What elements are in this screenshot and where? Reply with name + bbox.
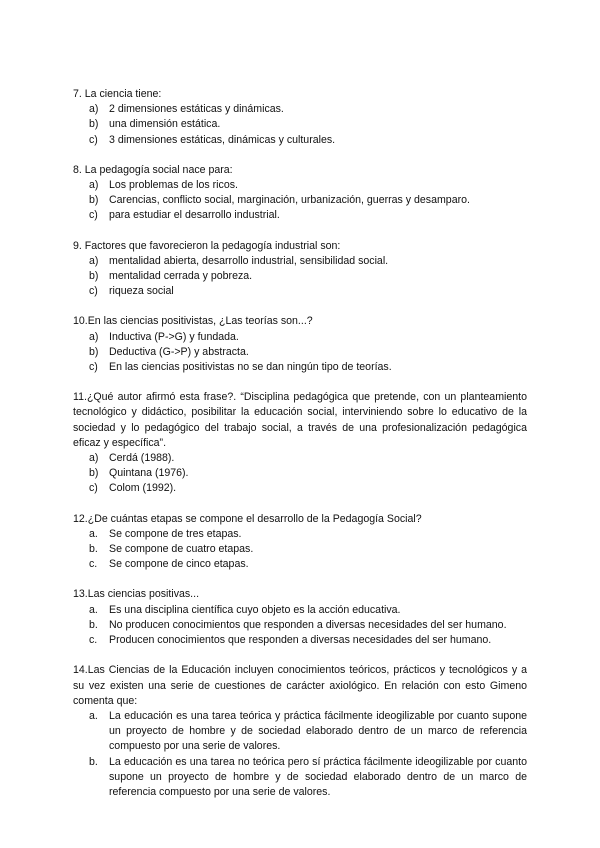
option-item (73, 117, 527, 132)
option-marker: a) (89, 103, 99, 116)
option-item (73, 527, 527, 542)
option-text: Deductiva (G->P) y abstracta. (109, 345, 249, 358)
option-text: una dimensión estática. (109, 118, 221, 131)
option-item (73, 557, 527, 572)
option-text: riqueza social (109, 285, 174, 298)
option-marker: b. (89, 755, 98, 768)
document-page (73, 87, 527, 815)
option-marker: b) (89, 467, 99, 480)
option-marker: c. (89, 558, 98, 571)
question-12 (73, 512, 527, 573)
option-marker: a. (89, 709, 98, 722)
option-text: 2 dimensiones estáticas y dinámicas. (109, 103, 284, 116)
option-text: mentalidad abierta, desarrollo industrial, sensibilidad social. (109, 254, 389, 267)
option-text: Carencias, conflicto social, marginación, urbanización, guerras y desamparo. (109, 194, 470, 207)
question-text: 7. La ciencia tiene: (73, 88, 162, 100)
option-item (73, 618, 527, 633)
option-item (73, 542, 527, 557)
option-list (73, 330, 527, 376)
option-item (73, 466, 527, 481)
option-list (73, 178, 527, 224)
option-item (73, 208, 527, 223)
option-list (73, 527, 527, 573)
option-text: mentalidad cerrada y pobreza. (109, 270, 253, 283)
option-text: Se compone de tres etapas. (109, 527, 242, 540)
option-text: Los problemas de los ricos. (109, 179, 238, 192)
option-list (73, 102, 527, 148)
option-marker: a) (89, 330, 99, 343)
option-list (73, 709, 527, 800)
option-text: Se compone de cuatro etapas. (109, 543, 254, 556)
option-text: Quintana (1976). (109, 467, 189, 480)
option-item (73, 133, 527, 148)
option-text: Cerdá (1988). (109, 452, 175, 465)
option-list (73, 254, 527, 300)
option-text: para estudiar el desarrollo industrial. (109, 209, 280, 222)
question-text: 13.Las ciencias positivas... (73, 588, 200, 601)
option-item (73, 269, 527, 284)
option-marker: c) (89, 482, 98, 495)
option-marker: a) (89, 254, 99, 267)
question-text: 8. La pedagogía social nace para: (73, 163, 233, 176)
option-text: Inductiva (P->G) y fundada. (109, 330, 239, 343)
question-text: 10.En las ciencias positivistas, ¿Las teorías son...? (73, 315, 313, 328)
question-11 (73, 390, 527, 496)
question-text: 9. Factores que favorecieron la pedagogía industrial son: (73, 239, 341, 252)
option-marker: a) (89, 179, 99, 192)
option-item (73, 193, 527, 208)
question-13 (73, 587, 527, 648)
option-text: La educación es una tarea no teórica pero sí práctica fácilmente ideogilizable por cuanto supone un proyecto de hombre y de sociedad elaborado dentro de un marco de referencia compuesto por una serie de valores. (109, 755, 527, 798)
option-marker: b) (89, 194, 99, 207)
option-list (73, 603, 527, 649)
option-marker: b) (89, 118, 99, 131)
question-7 (73, 87, 527, 148)
option-marker: c) (89, 285, 98, 298)
question-9 (73, 239, 527, 300)
option-marker: b) (89, 270, 99, 283)
option-text: Producen conocimientos que responden a diversas necesidades del ser humano. (109, 634, 492, 647)
option-list (73, 451, 527, 497)
option-marker: c) (89, 361, 98, 374)
question-8 (73, 163, 527, 224)
question-text: 12.¿De cuántas etapas se compone el desarrollo de la Pedagogía Social? (73, 512, 422, 525)
option-marker: b) (89, 345, 99, 358)
option-item (73, 102, 527, 117)
option-item (73, 755, 527, 801)
option-marker: a) (89, 452, 99, 465)
option-marker: b. (89, 543, 98, 556)
option-text: Colom (1992). (109, 482, 177, 495)
option-item (73, 603, 527, 618)
option-item (73, 254, 527, 269)
option-text: En las ciencias positivistas no se dan ningún tipo de teorías. (109, 361, 392, 374)
question-text: 11.¿Qué autor afirmó esta frase?. “Disciplina pedagógica que pretende, con un planteamiento tecnológico y didáctico, posibilitar la educación social, interviniendo sobre lo educativo de la sociedad y lo pedagógico del trabajo social, a través de una profesionalización pedagógica eficaz y específica”. (73, 391, 527, 449)
question-14 (73, 663, 527, 800)
option-marker: c) (89, 133, 98, 146)
option-item (73, 345, 527, 360)
option-text: Es una disciplina científica cuyo objeto es la acción educativa. (109, 603, 401, 616)
option-marker: c. (89, 634, 98, 647)
option-text: Se compone de cinco etapas. (109, 558, 249, 571)
option-item (73, 481, 527, 496)
option-marker: b. (89, 618, 98, 631)
option-marker: a. (89, 603, 98, 616)
option-item (73, 330, 527, 345)
option-item (73, 178, 527, 193)
option-marker: c) (89, 209, 98, 222)
option-marker: a. (89, 527, 98, 540)
question-10 (73, 314, 527, 375)
option-item (73, 360, 527, 375)
option-item (73, 709, 527, 755)
option-text: La educación es una tarea teórica y práctica fácilmente ideogilizable por cuanto supone un proyecto de hombre y de sociedad elaborado dentro de un marco de referencia compuesto por una serie de valores. (109, 709, 527, 753)
option-item (73, 633, 527, 648)
question-text: 14.Las Ciencias de la Educación incluyen conocimientos teóricos, prácticos y tecnológicos y a su vez existen una serie de cuestiones de carácter axiológico. En relación con esto Gimeno comenta que: (73, 664, 527, 707)
option-item (73, 451, 527, 466)
option-text: No producen conocimientos que responden a diversas necesidades del ser humano. (109, 618, 507, 631)
option-text: 3 dimensiones estáticas, dinámicas y culturales. (109, 133, 336, 146)
option-item (73, 284, 527, 299)
